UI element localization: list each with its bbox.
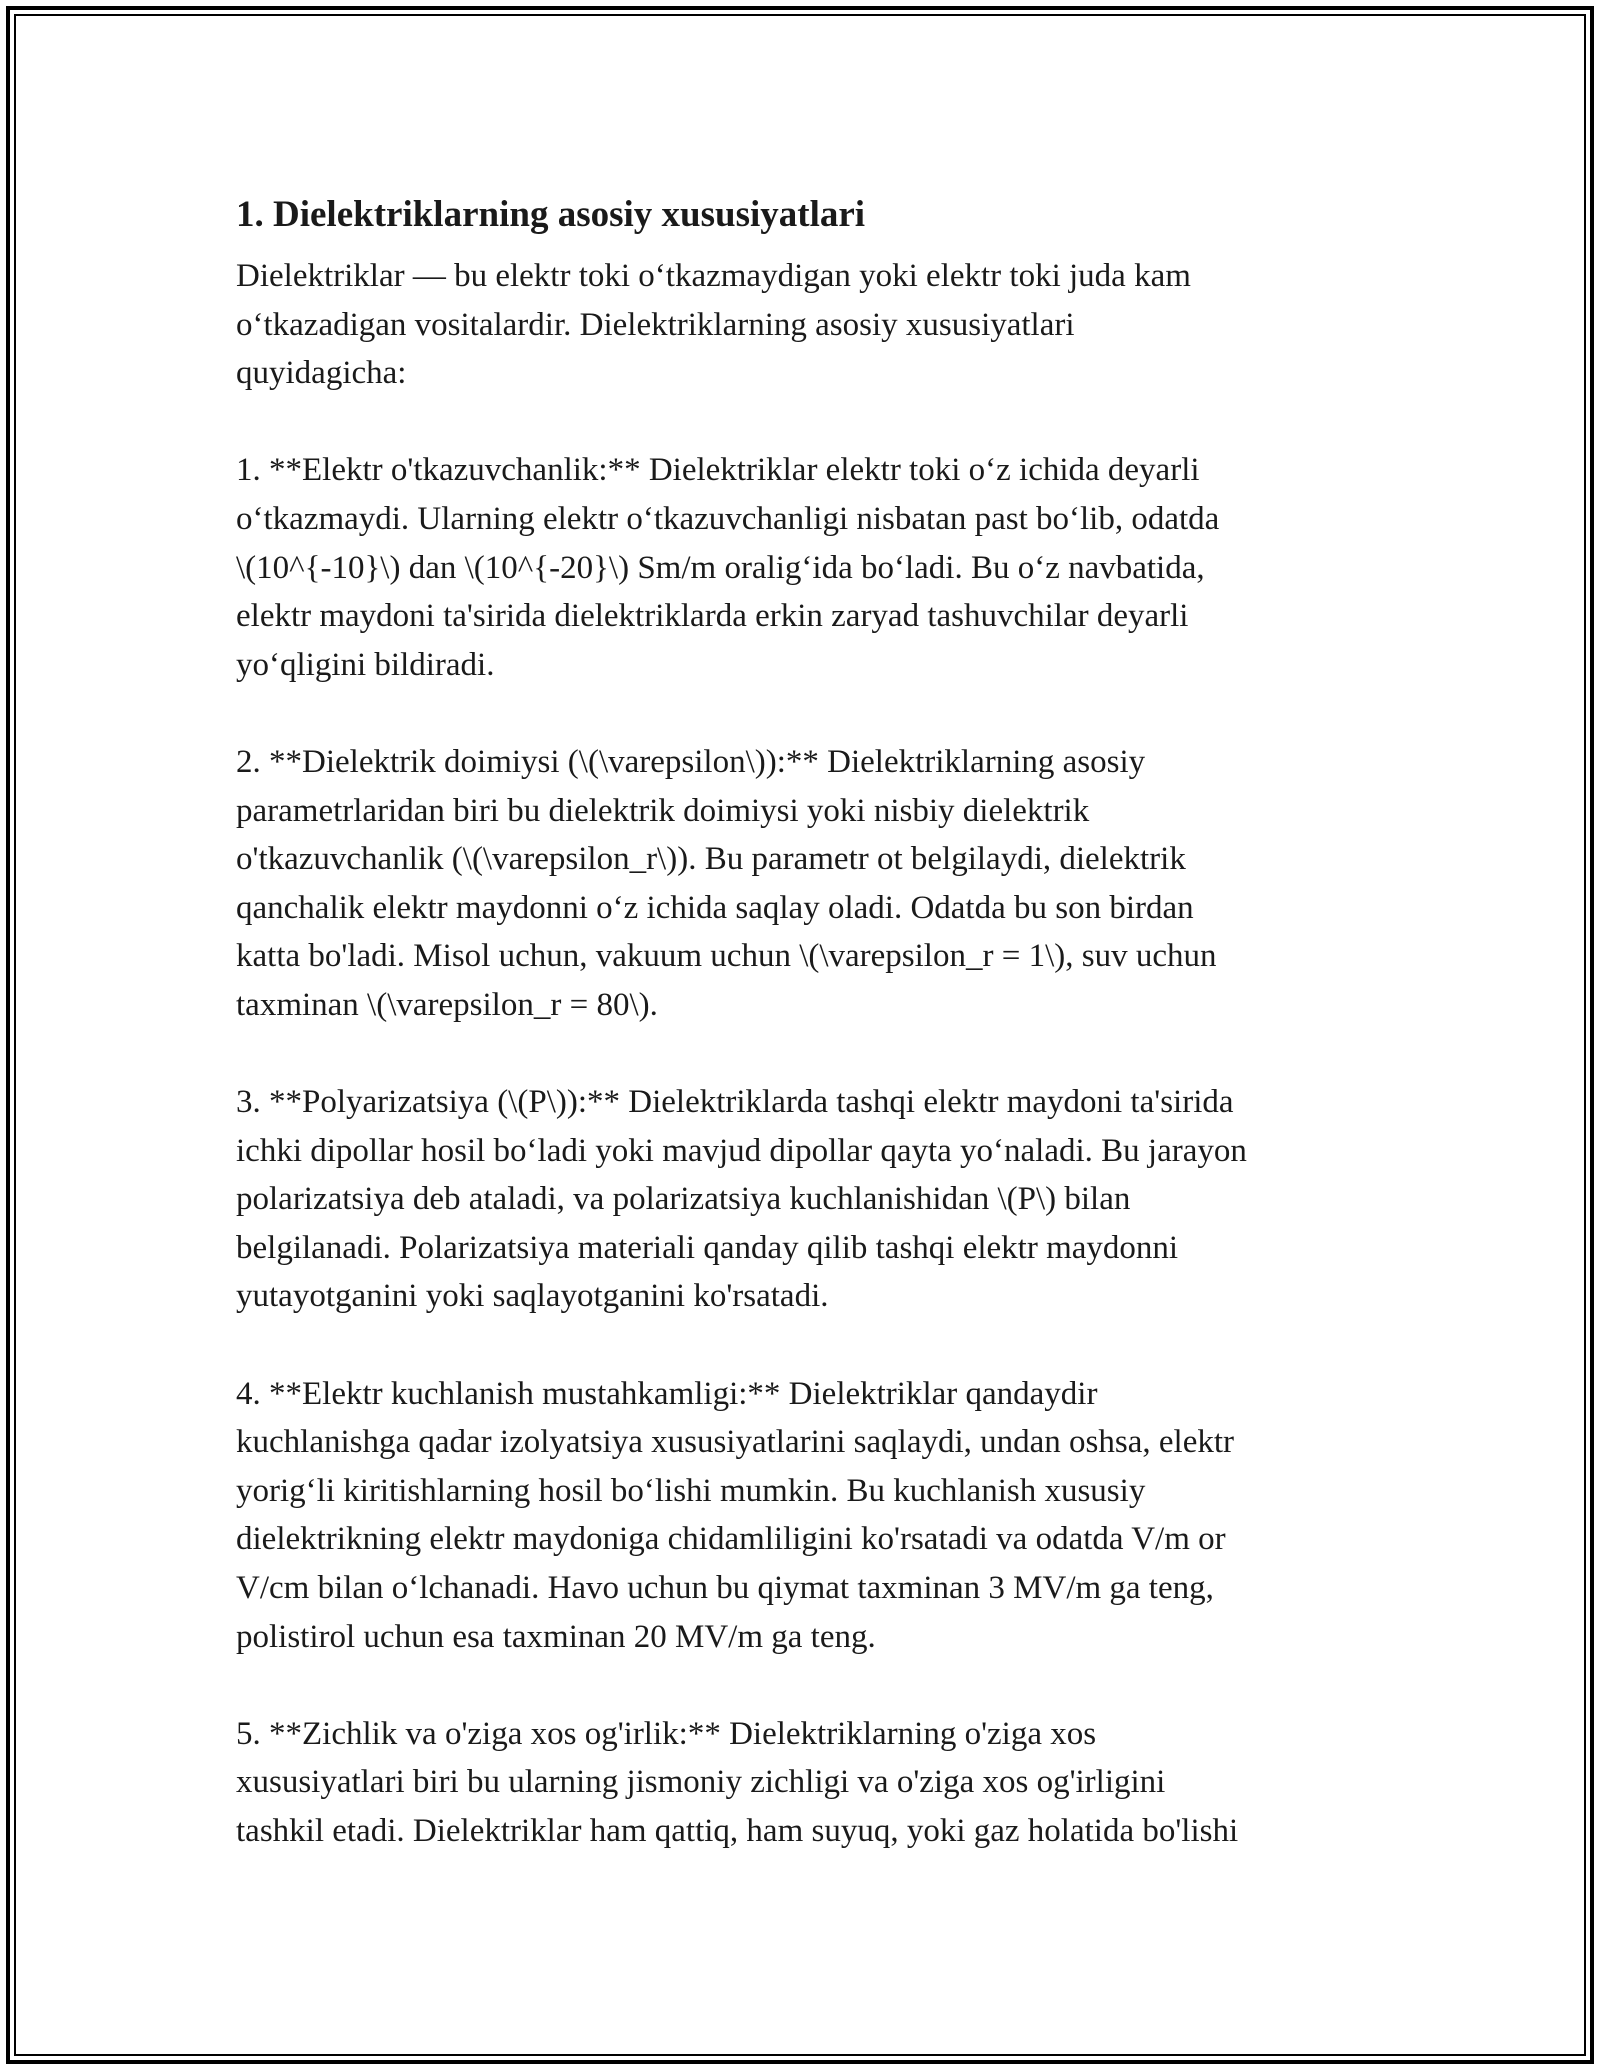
text-line: polistirol uchun esa taxminan 20 MV/m ga teng.	[236, 1618, 876, 1655]
text-line: 2. **Dielektrik doimiysi (\(\varepsilon\)):** Dielektriklarning asosiy	[236, 743, 1146, 780]
section-heading: 1. Dielektriklarning asosiy xususiyatlari	[236, 194, 866, 235]
text-line: yorig‘li kiritishlarning hosil bo‘lishi mumkin. Bu kuchlanish xususiy	[236, 1472, 1146, 1509]
property-paragraph-permittivity	[236, 738, 1366, 1030]
text-line: qanchalik elektr maydonni o‘z ichida saqlay oladi. Odatda bu son birdan	[236, 889, 1194, 926]
property-paragraph-breakdown-strength	[236, 1370, 1366, 1662]
text-line: yo‘qligini bildiradi.	[236, 646, 495, 683]
text-line: ichki dipollar hosil bo‘ladi yoki mavjud dipollar qayta yo‘naladi. Bu jarayon	[236, 1132, 1247, 1169]
text-line: 5. **Zichlik va o'ziga xos og'irlik:** Dielektriklarning o'ziga xos	[236, 1715, 1097, 1752]
property-paragraph-density	[236, 1710, 1366, 1856]
text-line: parametrlaridan biri bu dielektrik doimiysi yoki nisbiy dielektrik	[236, 792, 1090, 829]
text-line: 4. **Elektr kuchlanish mustahkamligi:** Dielektriklar qandaydir	[236, 1375, 1098, 1412]
intro-paragraph	[236, 252, 1366, 398]
text-line: quyidagicha:	[236, 355, 407, 392]
document-page	[236, 185, 1366, 1856]
text-line: taxminan \(\varepsilon_r = 80\).	[236, 986, 658, 1023]
property-paragraph-conductivity	[236, 446, 1366, 689]
text-line: dielektrikning elektr maydoniga chidamliligini ko'rsatadi va odatda V/m or	[236, 1521, 1226, 1558]
text-line: tashkil etadi. Dielektriklar ham qattiq, ham suyuq, yoki gaz holatida bo'lishi	[236, 1813, 1239, 1849]
text-line: o'tkazuvchanlik (\(\varepsilon_r\)). Bu parametr ot belgilaydi, dielektrik	[236, 841, 1186, 878]
text-line: Dielektriklar — bu elektr toki o‘tkazmaydigan yoki elektr toki juda kam	[236, 258, 1191, 294]
text-line: katta bo'ladi. Misol uchun, vakuum uchun \(\varepsilon_r = 1\), suv uchun	[236, 938, 1217, 975]
property-paragraph-polarization	[236, 1078, 1366, 1321]
text-line: 1. **Elektr o'tkazuvchanlik:** Dielektriklar elektr toki o‘z ichida deyarli	[236, 452, 1200, 489]
text-line: polarizatsiya deb ataladi, va polarizatsiya kuchlanishidan \(P\) bilan	[236, 1181, 1131, 1218]
text-line: o‘tkazadigan vositalardir. Dielektriklarning asosiy xususiyatlari	[236, 306, 1075, 343]
text-line: elektr maydoni ta'sirida dielektriklarda erkin zaryad tashuvchilar deyarli	[236, 598, 1189, 635]
text-line: kuchlanishga qadar izolyatsiya xususiyatlarini saqlaydi, undan oshsa, elektr	[236, 1424, 1234, 1461]
text-line: V/cm bilan o‘lchanadi. Havo uchun bu qiymat taxminan 3 MV/m ga teng,	[236, 1570, 1214, 1607]
text-line: yutayotganini yoki saqlayotganini ko'rsatadi.	[236, 1278, 829, 1315]
text-line: xususiyatlari biri bu ularning jismoniy zichligi va o'ziga xos og'irligini	[236, 1764, 1166, 1801]
text-line: belgilanadi. Polarizatsiya materiali qanday qilib tashqi elektr maydonni	[236, 1229, 1179, 1266]
text-line: 3. **Polyarizatsiya (\(P\)):** Dielektriklarda tashqi elektr maydoni ta'sirida	[236, 1084, 1234, 1121]
text-line: o‘tkazmaydi. Ularning elektr o‘tkazuvchanligi nisbatan past bo‘lib, odatda	[236, 500, 1220, 537]
text-line: \(10^{-10}\) dan \(10^{-20}\) Sm/m oralig‘ida bo‘ladi. Bu o‘z navbatida,	[236, 549, 1205, 586]
